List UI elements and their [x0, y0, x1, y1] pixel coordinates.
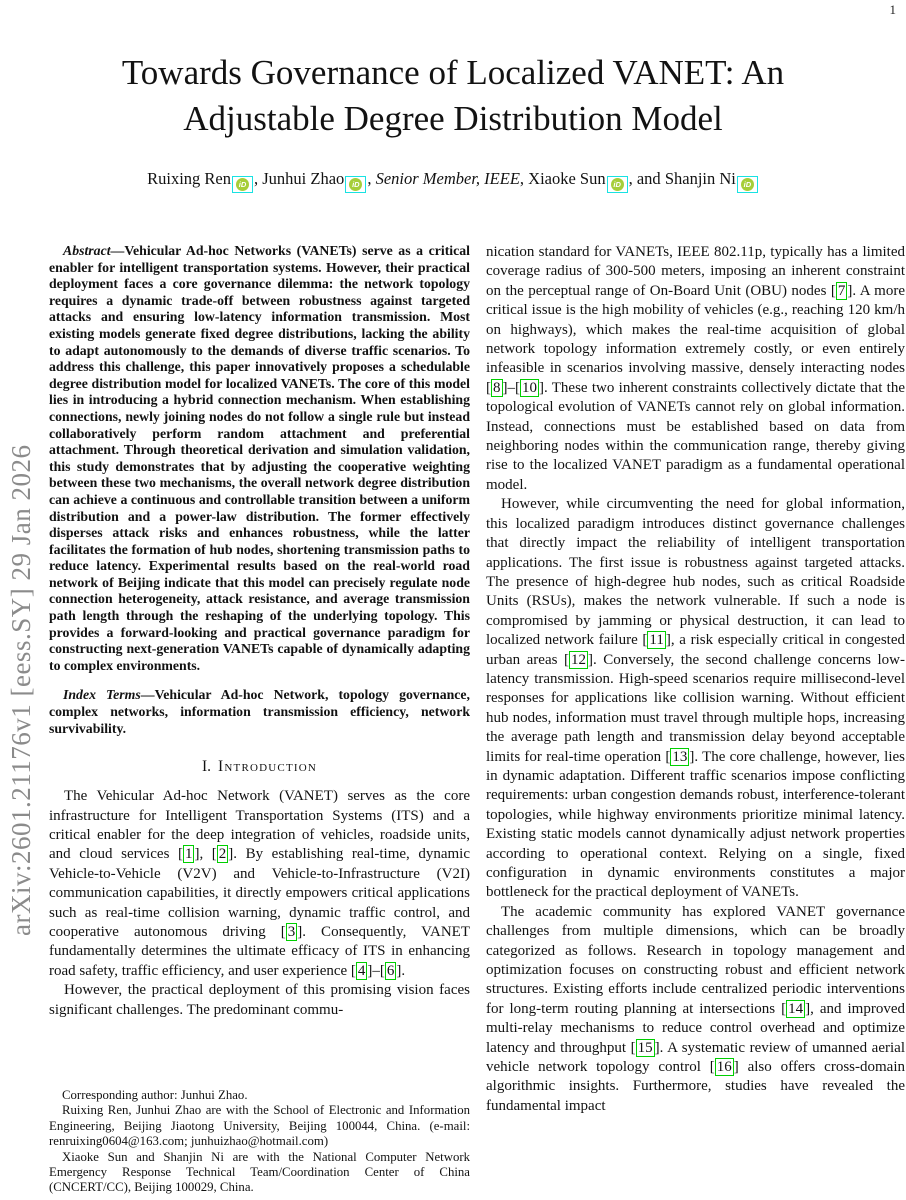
author-name: Junhui Zhao — [262, 169, 345, 188]
abstract-label: Abstract — [63, 243, 111, 258]
author-name: Xiaoke Sun — [528, 169, 606, 188]
footnote-corresponding-author: Corresponding author: Junhui Zhao. — [62, 1088, 248, 1102]
paragraph-intro-2: However, the practical deployment of this promising vision faces significant challenges. The predominant commu- — [49, 982, 470, 1018]
citation-ref[interactable]: 13 — [672, 748, 688, 765]
citation-ref[interactable]: 12 — [570, 651, 586, 668]
section-title: Introduction — [218, 758, 318, 776]
orcid-id-glyph: iD — [611, 178, 624, 191]
footnote-affiliation-2: Xiaoke Sun and Shanjin Ni are with the National Computer Network Emergency Response Technical Team/Coordination Center of China (CNCERT/CC), Beijing 100029, China. — [49, 1149, 470, 1195]
index-terms-dash: — — [140, 687, 155, 703]
section-heading-introduction — [49, 758, 470, 776]
page-number: 1 — [889, 2, 896, 17]
citation-ref[interactable]: 8 — [493, 379, 501, 396]
orcid-icon[interactable] — [607, 176, 628, 193]
orcid-icon[interactable] — [345, 176, 366, 193]
footnotes — [49, 1088, 470, 1196]
abstract-text: Vehicular Ad-hoc Networks (VANETs) serve as a critical enabler for intelligent transportation systems. However, their practical deployment faces a core governance dilemma: the network topology requires a dynamic trade-off between robustness against targeted attacks and ensuring low-latency information transmission. Most existing models generate fixed degree distributions, lacking the ability to adapt autonomously to the demands of diverse traffic scenarios. To address this challenge, this paper innovatively proposes a schedulable degree distribution model for localized VANETs. The core of this model lies in introducing a hybrid connection mechanism. When establishing connections, newly joining nodes do not follow a single rule but instead collaboratively perform random attachment and preferential attachment. Through theoretical derivation and simulation validation, this study demonstrates that by adjusting the cooperative weighting between these two mechanisms, the overall network degree distribution can achieve a continuous and controllable transition between a uniform distribution and a power-law distribution. The former effectively disperses attack risks and enhances robustness, while the latter facilitates the formation of hub nodes, shortening transmission paths to reduce latency. Experimental results based on the real-world road network of Beijing indicate that this model can precisely regulate node connection heterogeneity, attack resistance, and average transmission path length through the reshaping of the underlying topology. This provides a forward-looking and practical governance paradigm for constructing next-generation VANETs capable of dynamically adapting to complex environments. — [49, 243, 470, 673]
index-terms — [49, 687, 470, 737]
citation-ref[interactable]: 7 — [837, 282, 846, 299]
abstract-dash: — — [110, 243, 125, 258]
paper-title — [45, 50, 861, 142]
author-name: Ruixing Ren — [147, 169, 232, 188]
citation-ref[interactable]: 10 — [522, 379, 537, 396]
author-note: Senior Member, IEEE — [375, 169, 520, 188]
orcid-id-glyph: iD — [236, 178, 249, 191]
paragraph-intro-4: However, while circumventing the need for global information, this localized paradigm introduces distinct governance challenges that directly impact the reliability of intelligent transportation applications. The first issue is robustness against targeted attacks. The presence of high-degree hub nodes, such as critical Roadside Units (RSUs), makes the network vulnerable. If such a node is compromised by jamming or physical destruction, it can lead to localized network failure [ 11 ], a risk especially critical in congested urban areas [ 12 ]. Conversely, the second challenge concerns low-latency transmission. High-speed scenarios require millisecond-level responses for applications like collision warning. Without efficient hub nodes, information must travel through multiple hops, increasing the average path length and transmission delay beyond acceptable limits for real-time operation [ 13 ]. The core challenge, however, lies in dynamic adaptation. Different traffic scenarios impose conflicting requirements: urban congestion demands robust, interference-tolerant topologies, while highway environments prioritize minimal latency. Existing static models cannot dynamically adjust network properties according to operational context. Relying on a single, fixed configuration in dynamic environments constitutes a major bottleneck for the practical deployment of VANETs. — [486, 496, 905, 901]
section-number: I. — [201, 758, 212, 776]
paragraph-intro-1: The Vehicular Ad-hoc Network (VANET) serves as the core infrastructure for Intelligent Transportation Systems (ITS) and a critical enabler for the deep integration of vehicles, roadside units, and cloud services [ 1 ], [ 2 ]. By establishing real-time, dynamic Vehicle-to-Vehicle (V2V) and Vehicle-to-Infrastructure (V2I) communication capabilities, it directly empowers critical applications such as real-time collision warning, dynamic traffic control, and cooperative autonomous driving [ 3 ]. Consequently, VANET fundamentally determines the ultimate efficacy of ITS in enhancing road safety, traffic efficiency, and user experience [ 4 ]–[ 6 ]. — [49, 788, 470, 979]
title-line-2: Adjustable Degree Distribution Model — [183, 99, 723, 138]
author-name: Shanjin Ni — [664, 169, 736, 188]
abstract — [49, 243, 470, 674]
author-line: Ruixing Ren iD , Junhui Zhao iD , Senior Member, IEEE, Xiaoke Sun iD , and Shanjin Ni iD — [45, 164, 861, 194]
orcid-id-glyph: iD — [349, 178, 362, 191]
citation-ref[interactable]: 16 — [716, 1059, 732, 1076]
citation-ref[interactable]: 3 — [287, 924, 296, 941]
citation-ref[interactable]: 11 — [649, 632, 664, 649]
citation-ref[interactable]: 1 — [184, 846, 193, 863]
index-terms-label: Index Terms — [63, 687, 141, 703]
paragraph-intro-3: nication standard for VANETs, IEEE 802.11p, typically has a limited coverage radius of 300-500 meters, imposing an inherent constraint on the perceptual range of On-Board Unit (OBU) nodes [ 7 ]. A more critical issue is the high mobility of vehicles (e.g., reaching 120 km/h on highways), which makes the real-time acquisition of global network topology information extremely costly, or even entirely infeasible in scenarios involving massive, densely interacting nodes [ 8 ]–[ 10 ]. These two inherent constraints collectively dictate that the topological evolution of VANETs cannot rely on global information. Instead, connections must be established based on data from neighboring nodes within the communication range, thereby giving rise to the localized VANET paradigm as a fundamental operational model. — [486, 244, 905, 493]
left-column — [49, 243, 470, 1083]
orcid-icon[interactable] — [737, 176, 758, 193]
citation-ref[interactable]: 4 — [357, 962, 366, 979]
citation-ref[interactable]: 6 — [386, 962, 395, 979]
paragraph-intro-5: The academic community has explored VANET governance challenges from multiple dimensions, which can be broadly categorized as follows. Research in topology management and optimization focuses on constructing robust and efficient network structures. Existing efforts include centralized periodic interventions for long-term routing planning at intersections [ 14 ], and improved multi-relay mechanisms to reduce control overhead and optimize latency and throughput [ 15 ]. A systematic review of umanned aerial vehicle network topology control [ 16 ] also offers cross-domain algorithmic insights. Furthermore, studies have revealed the fundamental impact — [486, 903, 905, 1114]
title-line-1: Towards Governance of Localized VANET: An — [121, 53, 785, 92]
right-column — [486, 243, 905, 1200]
citation-ref[interactable]: 14 — [788, 1000, 804, 1017]
citation-ref[interactable]: 2 — [218, 846, 227, 863]
footnote-affiliation-1: Ruixing Ren, Junhui Zhao are with the School of Electronic and Information Engineering, Beijing Jiaotong University, Beijing 100044, China. (e-mail: renruixing0604@163.com; junhuizhao@hotmail.com) — [49, 1103, 470, 1149]
orcid-icon[interactable] — [232, 176, 253, 193]
index-terms-text: Vehicular Ad-hoc Network, topology governance, complex networks, information transmission efficiency, network survivability. — [49, 687, 470, 736]
citation-ref[interactable]: 15 — [637, 1039, 653, 1056]
orcid-id-glyph: iD — [741, 178, 754, 191]
